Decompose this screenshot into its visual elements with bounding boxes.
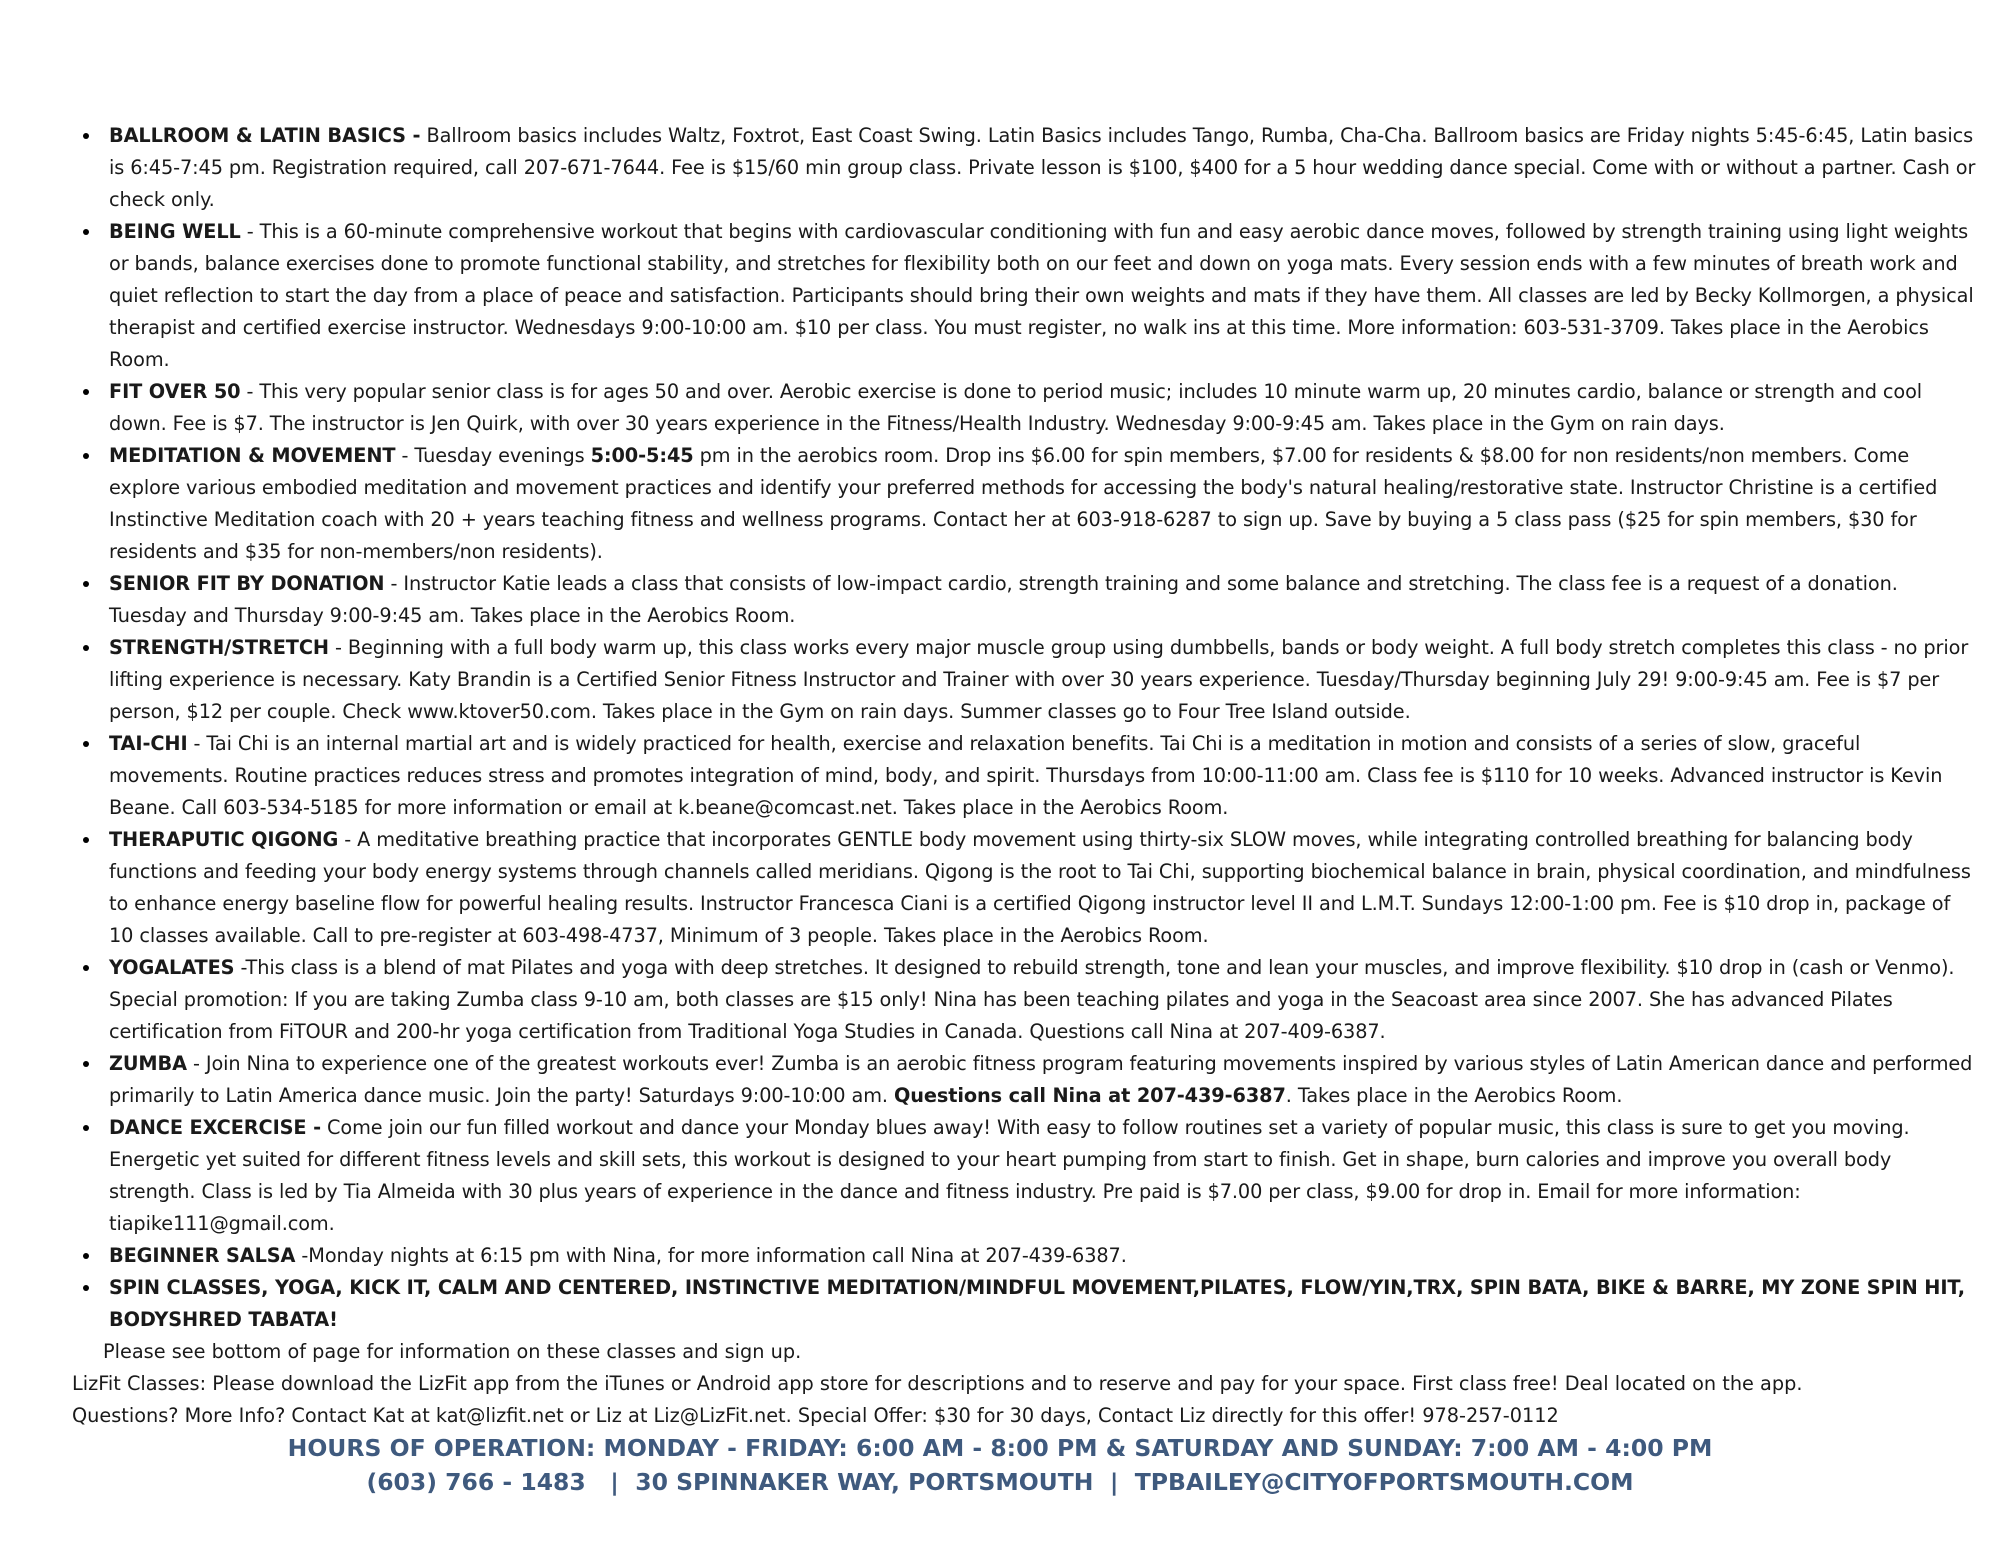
class-name: BEING WELL [109,220,241,243]
list-item [109,1048,1977,1112]
see-below-note: Please see bottom of page for information on these classes and sign up. [103,1340,802,1363]
class-name: SENIOR FIT BY DONATION [109,572,385,595]
class-description: -This class is a blend of mat Pilates and yoga with deep stretches. It designed to rebuild strength, tone and lean your muscles, and improve flexibility. $10 drop in (cash or Venmo). Special promotion: If you are taking Zumba class 9-10 am, both classes are $15 only! Nina has been teaching pilates and yoga in the Seacoast area since 2007. She has advanced Pilates certification from FiTOUR and 200-hr yoga certification from Traditional Yoga Studies in Canada. Questions call Nina at 207-409-6387. [109,956,1955,1043]
list-item [109,568,1977,632]
class-description: - A meditative breathing practice that incorporates GENTLE body movement using thirty-six SLOW moves, while integrating controlled breathing for balancing body functions and feeding your body energy systems through channels called meridians. Qigong is the root to Tai Chi, supporting biochemical balance in brain, physical coordination, and mindfulness to enhance energy baseline flow for powerful healing results. Instructor Francesca Ciani is a certified Qigong instructor level II and L.M.T. Sundays 12:00-1:00 pm. Fee is $10 drop in, package of 10 classes available. Call to pre-register at 603-498-4737, Minimum of 3 people. Takes place in the Aerobics Room. [109,828,1971,947]
list-item [109,376,1977,440]
hours-of-operation: HOURS OF OPERATION: MONDAY - FRIDAY: 6:00 AM - 8:00 PM & SATURDAY AND SUNDAY: 7:00 AM - 4:00 PM [287,1434,1713,1462]
list-item [109,440,1977,568]
lizfit-line: LizFit Classes: Please download the LizFit app from the iTunes or Android app store for descriptions and to reserve and pay for your space. First class free! Deal located on the app. [72,1372,1803,1395]
class-description: Ballroom basics includes Waltz, Foxtrot, East Coast Swing. Latin Basics includes Tango, Rumba, Cha-Cha. Ballroom basics are Friday nights 5:45-6:45, Latin basics is 6:45-7:45 pm. Registration required, call 207-671-7644. Fee is $15/60 min group class. Private lesson is $100, $400 for a 5 hour wedding dance special. Come with or without a partner. Cash or check only. [109,124,1976,211]
class-list [70,120,1977,1336]
class-description: - Join Nina to experience one of the greatest workouts ever! Zumba is an aerobic fitness program featuring movements inspired by various styles of Latin American dance and performed primarily to Latin America dance music. Join the party! Saturdays 9:00-10:00 am. [109,1052,1973,1107]
class-description-lead: - Tuesday evenings [395,444,591,467]
class-name: THERAPUTIC QIGONG [109,828,339,851]
class-name: DANCE EXCERCISE - [109,1116,322,1139]
list-item [109,216,1977,376]
contact-line: (603) 766 - 1483 | 30 SPINNAKER WAY, PORTSMOUTH | TPBAILEY@CITYOFPORTSMOUTH.COM [366,1468,1634,1496]
list-item [109,1112,1977,1240]
class-name: BEGINNER SALSA [109,1244,296,1267]
class-name: STRENGTH/STRETCH [109,636,329,659]
list-item [109,728,1977,824]
class-name: MEDITATION & MOVEMENT [109,444,396,467]
class-name: BALLROOM & LATIN BASICS - [109,124,421,147]
list-item [109,952,1977,1048]
class-description: -Monday nights at 6:15 pm with Nina, for more information call Nina at 207-439-6387. [295,1244,1127,1267]
class-name: FIT OVER 50 [109,380,241,403]
list-item [109,1240,1977,1272]
class-description: - Tai Chi is an internal martial art and is widely practiced for health, exercise and relaxation benefits. Tai Chi is a meditation in motion and consists of a series of slow, graceful movements. Routine practices reduces stress and promotes integration of mind, body, and spirit. Thursdays from 10:00-11:00 am. Class fee is $110 for 10 weeks. Advanced instructor is Kevin Beane. Call 603-534-5185 for more information or email at k.beane@comcast.net. Takes place in the Aerobics Room. [109,732,1943,819]
class-name: YOGALATES [109,956,235,979]
class-description: Come join our fun filled workout and dance your Monday blues away! With easy to follow routines set a variety of popular music, this class is sure to get you moving. Energetic yet suited for different fitness levels and skill sets, this workout is designed to your heart pumping from start to finish. Get in shape, burn calories and improve you overall body strength. Class is led by Tia Almeida with 30 plus years of experience in the dance and fitness industry. Pre paid is $7.00 per class, $9.00 for drop in. Email for more information: tiapike111@gmail.com. [109,1116,1910,1235]
class-description-tail: . Takes place in the Aerobics Room. [1285,1084,1623,1107]
class-time: 5:00-5:45 [590,444,694,467]
list-item [109,632,1977,728]
class-description: - This is a 60-minute comprehensive workout that begins with cardiovascular conditioning with fun and easy aerobic dance moves, followed by strength training using light weights or bands, balance exercises done to promote functional stability, and stretches for flexibility both on our feet and down on yoga mats. Every session ends with a few minutes of breath work and quiet reflection to start the day from a place of peace and satisfaction. Participants should bring their own weights and mats if they have them. All classes are led by Becky Kollmorgen, a physical therapist and certified exercise instructor. Wednesdays 9:00-10:00 am. $10 per class. You must register, no walk ins at this time. More information: 603-531-3709. Takes place in the Aerobics Room. [109,220,1974,371]
class-description: - Beginning with a full body warm up, this class works every major muscle group using dumbbells, bands or body weight. A full body stretch completes this class - no prior lifting experience is necessary. Katy Brandin is a Certified Senior Fitness Instructor and Trainer with over 30 years experience. Tuesday/Thursday beginning July 29! 9:00-9:45 am. Fee is $7 per person, $12 per couple. Check www.ktover50.com. Takes place in the Gym on rain days. Summer classes go to Four Tree Island outside. [109,636,1969,723]
lizfit-line: Questions? More Info? Contact Kat at kat@lizfit.net or Liz at Liz@LizFit.net. Special Offer: $30 for 30 days, Contact Liz directly for this offer! 978-257-0112 [72,1404,1559,1427]
class-name: SPIN CLASSES, YOGA, KICK IT, CALM AND CENTERED, INSTINCTIVE MEDITATION/MINDFUL MOVEMENT,PILATES, FLOW/YIN,TRX, SPIN BATA, BIKE & BARRE, MY ZONE SPIN HIT, BODYSHRED TABATA! [109,1276,1965,1331]
class-contact: Questions call Nina at 207-439-6387 [893,1084,1286,1107]
class-name: TAI-CHI [109,732,188,755]
class-description: pm in the aerobics room. Drop ins $6.00 for spin members, $7.00 for residents & $8.00 for non residents/non members. Come explore various embodied meditation and movement practices and identify your preferred methods for accessing the body's natural healing/restorative state. Instructor Christine is a certified Instinctive Meditation coach with 20 + years teaching fitness and wellness programs. Contact her at 603-918-6287 to sign up. Save by buying a 5 class pass ($25 for spin members, $30 for residents and $35 for non-members/non residents). [109,444,1938,563]
list-item [109,120,1977,216]
footer [0,1431,2000,1499]
list-item [109,1272,1977,1336]
lizfit-info [72,1368,1952,1432]
list-item [109,824,1977,952]
class-name: ZUMBA [109,1052,187,1075]
class-description: - This very popular senior class is for ages 50 and over. Aerobic exercise is done to period music; includes 10 minute warm up, 20 minutes cardio, balance or strength and cool down. Fee is $7. The instructor is Jen Quirk, with over 30 years experience in the Fitness/Health Industry. Wednesday 9:00-9:45 am. Takes place in the Gym on rain days. [109,380,1923,435]
class-description: - Instructor Katie leads a class that consists of low-impact cardio, strength training and some balance and stretching. The class fee is a request of a donation. Tuesday and Thursday 9:00-9:45 am. Takes place in the Aerobics Room. [109,572,1898,627]
